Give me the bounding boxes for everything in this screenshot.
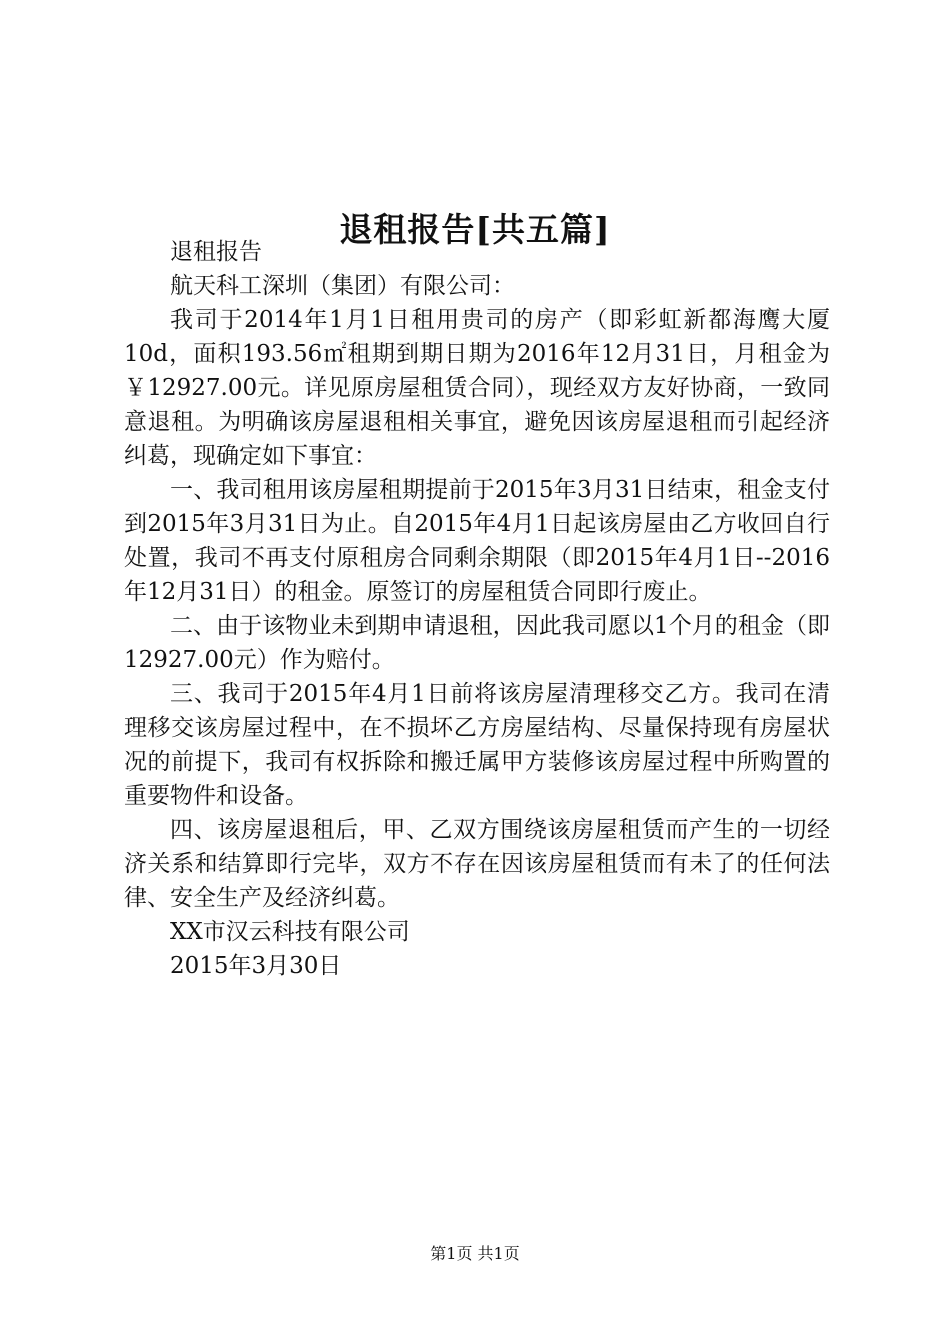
clause-two-paragraph: 二、由于该物业未到期申请退租，因此我司愿以1个月的租金（即12927.00元）作为赔付。 <box>124 613 830 673</box>
clause-four-paragraph: 四、该房屋退租后，甲、乙双方围绕该房屋租赁而产生的一切经济关系和结算即行完毕，双方不存在因该房屋租赁而有未了的任何法律、安全生产及经济纠葛。 <box>124 817 830 911</box>
clause-one-paragraph: 一、我司租用该房屋租期提前于2015年3月31日结束，租金支付到2015年3月31日为止。自2015年4月1日起该房屋由乙方收回自行处置，我司不再支付原租房合同剩余期限（即2015年4月1日--2016年12月31日）的租金。原签订的房屋租赁合同即行废止。 <box>124 477 830 605</box>
intro-paragraph: 我司于2014年1月1日租用贵司的房产（即彩虹新都海鹰大厦10d，面积193.56㎡租期到期日期为2016年12月31日，月租金为￥12927.00元。详见原房屋租赁合同），现经双方友好协商，一致同意退租。为明确该房屋退租相关事宜，避免因该房屋退租而引起经济纠葛，现确定如下事宜： <box>124 307 830 469</box>
document-title: 退租报告[共五篇] <box>339 210 611 250</box>
page-number-footer: 第1页 共1页 <box>430 1244 520 1263</box>
signature-company: XX市汉云科技有限公司 <box>170 919 410 945</box>
signature-date: 2015年3月30日 <box>170 953 342 979</box>
heading-line: 退租报告 <box>170 239 262 265</box>
addressee-line: 航天科工深圳（集团）有限公司： <box>170 273 515 299</box>
document-body <box>124 235 830 983</box>
clause-three-paragraph: 三、我司于2015年4月1日前将该房屋清理移交乙方。我司在清理移交该房屋过程中，在不损坏乙方房屋结构、尽量保持现有房屋状况的前提下，我司有权拆除和搬迁属甲方装修该房屋过程中所购置的重要物件和设备。 <box>124 681 830 809</box>
